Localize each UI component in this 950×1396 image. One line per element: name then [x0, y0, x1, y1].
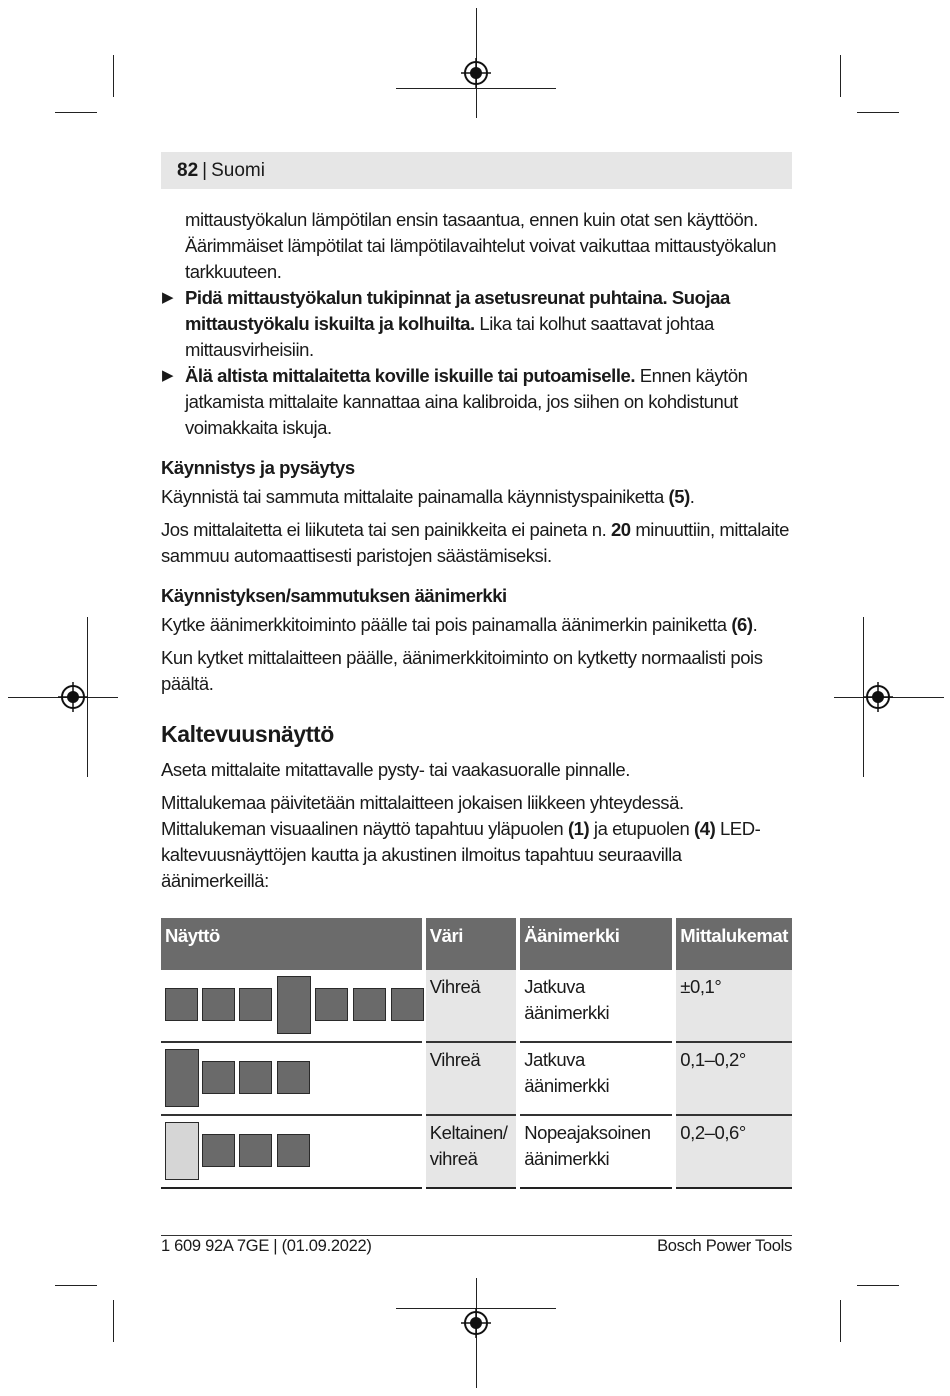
registration-line	[396, 88, 556, 89]
page-header	[161, 152, 792, 189]
minutes-value: 20	[610, 519, 631, 540]
tilt-paragraph-2	[161, 790, 792, 894]
led-segment	[239, 1134, 272, 1167]
table-row	[161, 970, 792, 1042]
signal-paragraph-2: Kun kytket mittalaitteen päälle, äänimerkkitoiminto on kytketty normaalisti pois päältä.	[161, 647, 763, 694]
table-row	[161, 1042, 792, 1115]
text: Käynnistä tai sammuta mittalaite painamalla käynnistyspainiketta	[161, 486, 669, 507]
page-number: 82	[177, 160, 199, 181]
value-cell: ±0,1°	[674, 970, 792, 1042]
bullet-bold-text: Pidä mittaustyökalun tukipinnat ja asetusreunat puhtaina. Suojaa mittaustyökalu iskuilta ja kolhuilta.	[185, 287, 730, 334]
led-display-cell	[161, 1042, 424, 1115]
led-display-tilt-medium	[165, 1120, 418, 1182]
reference: (6)	[731, 614, 753, 635]
text: LED-kaltevuusnäyttöjen kautta ja akustinen ilmoitus tapahtuu seuraavilla äänimerkeillä:	[161, 818, 761, 891]
color-cell: Vihreä	[424, 970, 518, 1042]
text: .	[752, 614, 758, 635]
text: Mittalukemaa päivitetään mittalaitteen jokaisen liikkeen yhteydessä. Mittalukeman visuaalinen näyttö tapahtuu yläpuolen	[161, 792, 684, 839]
registration-mark-icon	[461, 1308, 491, 1338]
bullet-triangle-icon: ▶	[162, 367, 174, 384]
column-header: Väri	[424, 918, 518, 970]
led-segment	[277, 1061, 310, 1094]
led-segment	[202, 988, 235, 1021]
safety-bullet-1	[161, 285, 792, 363]
signal-heading: Käynnistyksen/sammutuksen äänimerkki	[161, 585, 507, 606]
startstop-heading: Käynnistys ja pysäytys	[161, 457, 355, 478]
footer-doc-number: 1 609 92A 7GE | (01.09.2022)	[161, 1237, 372, 1255]
led-segment	[391, 988, 424, 1021]
crop-mark	[857, 112, 899, 113]
footer-divider	[161, 1235, 792, 1236]
led-segment	[165, 988, 198, 1021]
signal-paragraph-1	[161, 612, 792, 638]
led-segment-edge	[165, 1049, 199, 1107]
led-display-cell	[161, 970, 424, 1042]
intro-continuation: mittaustyökalun lämpötilan ensin tasaantua, ennen kuin otat sen käyttöön. Äärimmäiset lämpötilat tai lämpötilavaihtelut voivat vaikuttaa mittaustyökalun tarkkuuteen.	[185, 209, 777, 282]
startstop-paragraph-2	[161, 517, 792, 569]
bullet-bold-text: Älä altista mittalaitetta koville iskuille tai putoamiselle.	[185, 365, 636, 386]
signal-cell: Jatkuva äänimerkki	[518, 1042, 674, 1115]
text: minuuttiin, mittalaite sammuu automaattisesti paristojen säästämiseksi.	[161, 519, 789, 566]
registration-mark-icon	[863, 682, 893, 712]
value-cell: 0,1–0,2°	[674, 1042, 792, 1115]
led-segment	[202, 1061, 235, 1094]
reference: (5)	[668, 486, 690, 507]
led-display-cell	[161, 1115, 424, 1188]
led-display-level	[165, 974, 418, 1036]
column-header: Näyttö	[161, 918, 424, 970]
crop-mark	[55, 112, 97, 113]
signal-cell: Nopeajaksoinen äänimerkki	[518, 1115, 674, 1188]
header-separator: |	[202, 160, 208, 181]
footer-brand: Bosch Power Tools	[657, 1237, 792, 1255]
signal-cell: Jatkuva äänimerkki	[518, 970, 674, 1042]
text: Jos mittalaitetta ei liikuteta tai sen painikkeita ei paineta n.	[161, 519, 611, 540]
crop-mark	[113, 55, 114, 97]
bullet-text: Lika tai kolhut saattavat johtaa mittausvirheisiin.	[185, 313, 714, 360]
tilt-display-table	[161, 918, 792, 1189]
text: .	[689, 486, 695, 507]
tilt-heading: Kaltevuusnäyttö	[161, 721, 334, 747]
bullet-triangle-icon: ▶	[162, 289, 174, 306]
crop-mark	[55, 1285, 97, 1286]
safety-bullet-2	[161, 363, 792, 441]
crop-mark	[113, 1300, 114, 1342]
column-header: Mittalukemat	[674, 918, 792, 970]
main-content	[161, 207, 792, 894]
color-cell: Vihreä	[424, 1042, 518, 1115]
startstop-paragraph-1	[161, 484, 792, 510]
led-segment	[202, 1134, 235, 1167]
led-segment	[239, 1061, 272, 1094]
registration-mark-icon	[58, 682, 88, 712]
table-row	[161, 1115, 792, 1188]
led-segment	[239, 988, 272, 1021]
text: ja etupuolen	[589, 818, 695, 839]
value-cell: 0,2–0,6°	[674, 1115, 792, 1188]
text: Kytke äänimerkkitoiminto päälle tai pois painamalla äänimerkin painiketta	[161, 614, 732, 635]
reference: (1)	[567, 818, 590, 839]
crop-mark	[857, 1285, 899, 1286]
led-segment	[315, 988, 348, 1021]
led-segment	[277, 1134, 310, 1167]
led-display-tilt-small	[165, 1047, 418, 1109]
led-segment-center	[277, 976, 311, 1034]
led-segment-edge-yellow	[165, 1122, 199, 1180]
crop-mark	[840, 55, 841, 97]
column-header: Äänimerkki	[518, 918, 674, 970]
header-language: Suomi	[211, 160, 265, 181]
crop-mark	[840, 1300, 841, 1342]
table-header-row	[161, 918, 792, 970]
bullet-text: Ennen käytön jatkamista mittalaite kannattaa aina kalibroida, jos siihen on kohdistunut voimakkaita iskuja.	[185, 365, 748, 438]
color-cell: Keltainen/ vihreä	[424, 1115, 518, 1188]
tilt-paragraph-1: Aseta mittalaite mitattavalle pysty- tai vaakasuoralle pinnalle.	[161, 759, 630, 780]
led-segment	[353, 988, 386, 1021]
registration-mark-icon	[461, 58, 491, 88]
reference: (4)	[694, 818, 716, 839]
